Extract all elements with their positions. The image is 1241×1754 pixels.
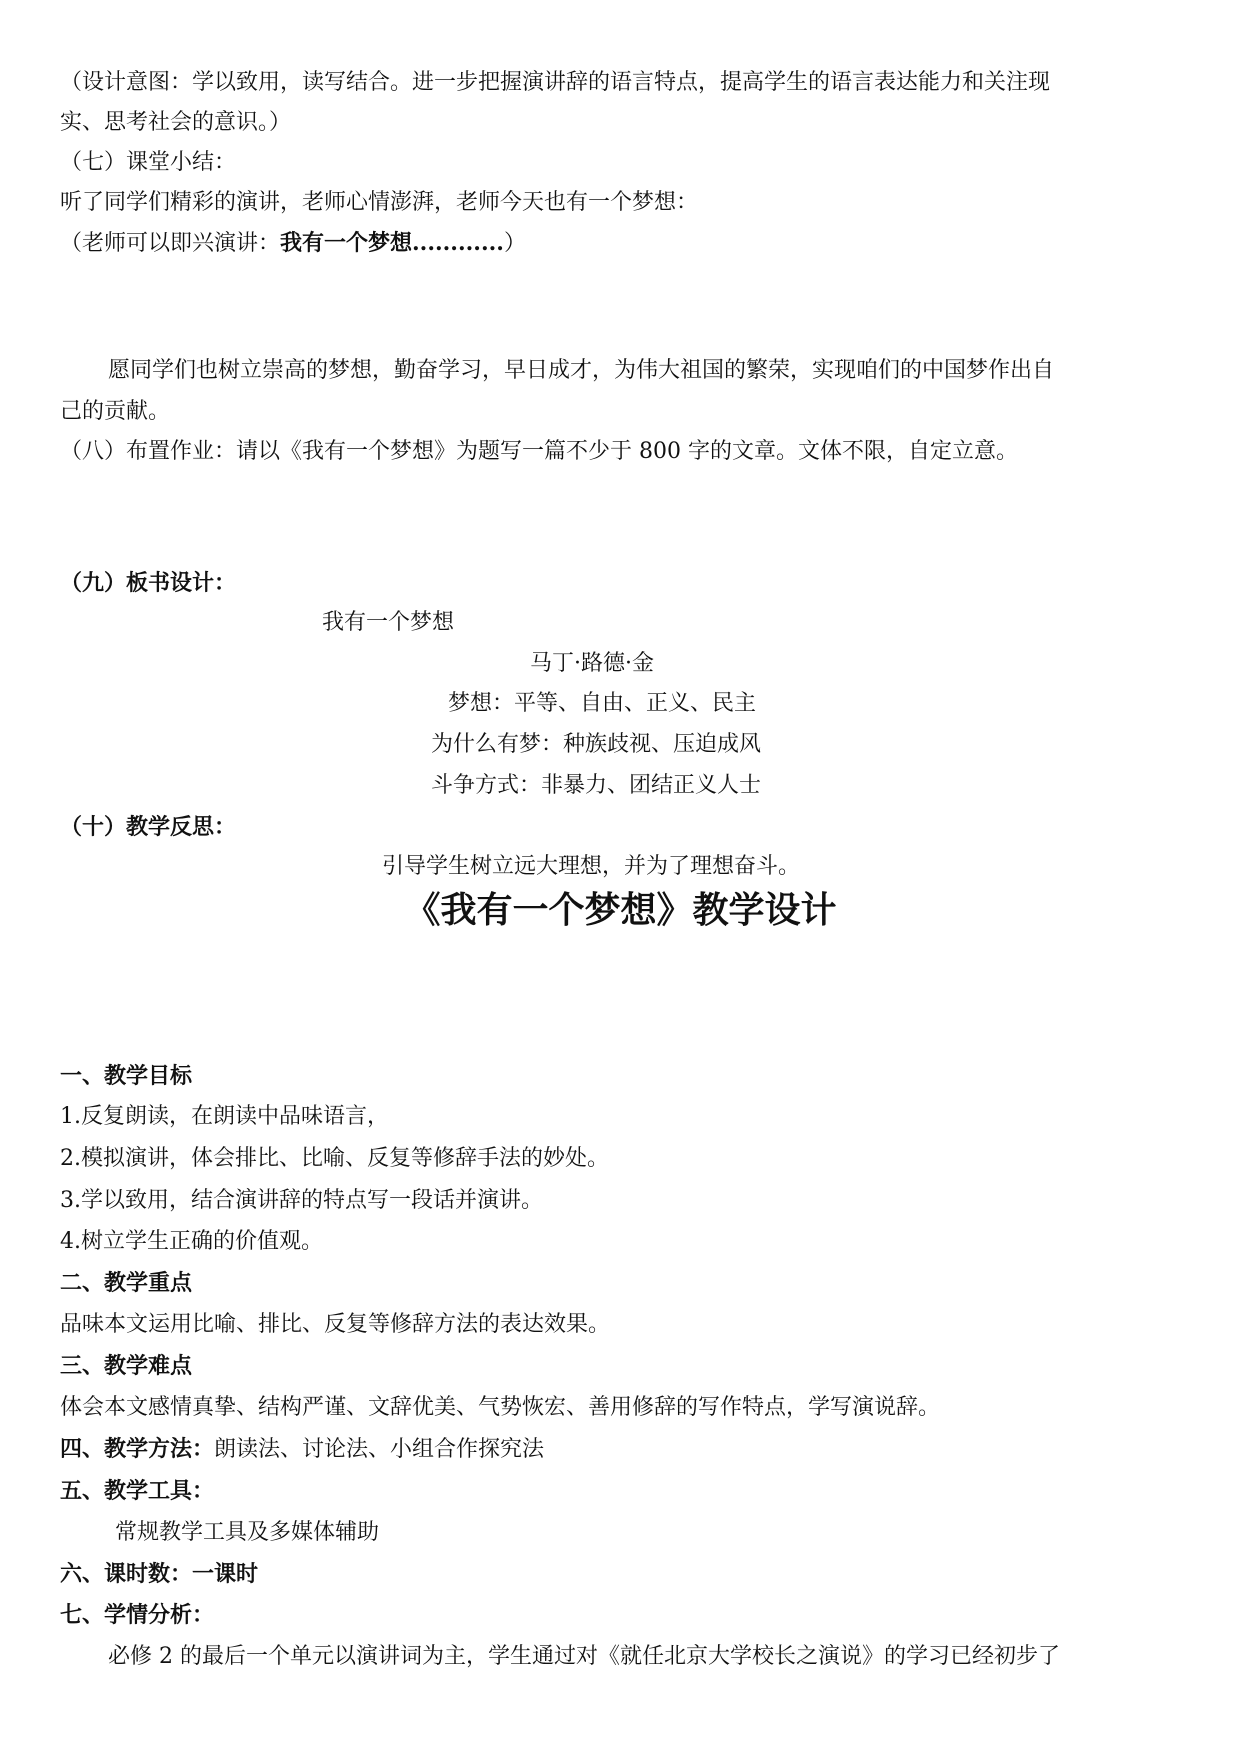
key-point-heading: 二、教学重点 [60,1270,193,1296]
design-intent-line-1: （设计意图：学以致用，读写结合。进一步把握演讲辞的语言特点，提高学生的语言表达能力和关注现 [60,70,1051,95]
board-why: 为什么有梦：种族歧视、压迫成风 [431,732,762,757]
summary-heading: （七）课堂小结： [60,150,237,175]
reflection-text: 引导学生树立远大理想，并为了理想奋斗。 [382,854,801,879]
analysis-text: 必修 2 的最后一个单元以演讲词为主，学生通过对《就任北京大学校长之演说》的学习已经初步了 [108,1644,1060,1669]
board-author: 马丁·路德·金 [530,651,654,676]
board-heading: （九）板书设计： [60,570,237,596]
board-dream: 梦想：平等、自由、正义、民主 [448,691,757,716]
tools-text: 常规教学工具及多媒体辅助 [115,1520,380,1545]
wish-line-1: 愿同学们也树立崇高的梦想，勤奋学习，早日成才，为伟大祖国的繁荣，实现咱们的中国梦作出自 [108,358,1055,383]
homework-line: （八）布置作业：请以《我有一个梦想》为题写一篇不少于 800 字的文章。文体不限，自定立意。 [60,439,1018,464]
summary-text: 听了同学们精彩的演讲，老师心情澎湃，老师今天也有一个梦想： [60,190,699,215]
method-line [60,1434,544,1465]
design-intent-line-2: 实、思考社会的意识。） [60,110,292,135]
goals-heading: 一、教学目标 [60,1063,193,1089]
board-method: 斗争方式：非暴力、团结正义人士 [431,773,762,798]
difficulty-heading: 三、教学难点 [60,1353,193,1379]
hours-line: 六、课时数：一课时 [60,1561,259,1587]
goal-item: 4.树立学生正确的价值观。 [60,1229,323,1254]
difficulty-text: 体会本文感情真挚、结构严谨、文辞优美、气势恢宏、善用修辞的写作特点，学写演说辞。 [60,1395,941,1420]
key-point-text: 品味本文运用比喻、排比、反复等修辞方法的表达效果。 [60,1312,611,1337]
board-title: 我有一个梦想 [322,610,455,635]
goal-item: 2.模拟演讲，体会排比、比喻、反复等修辞手法的妙处。 [60,1146,609,1171]
method-text: 朗读法、讨论法、小组合作探究法 [214,1437,545,1462]
speech-bold: 我有一个梦想............ [280,230,504,256]
speech-line [60,228,526,259]
goal-item: 1.反复朗读，在朗读中品味语言， [60,1104,389,1129]
analysis-heading: 七、学情分析： [60,1602,215,1628]
goal-item: 3.学以致用，结合演讲辞的特点写一段话并演讲。 [60,1188,543,1213]
speech-suffix: ） [503,231,526,256]
document-title: 《我有一个梦想》教学设计 [404,889,837,931]
speech-prefix: （老师可以即兴演讲： [60,231,281,256]
method-heading: 四、教学方法： [60,1436,215,1462]
tools-heading: 五、教学工具： [60,1478,215,1504]
wish-line-2: 己的贡献。 [60,399,171,424]
reflection-heading: （十）教学反思： [60,814,237,840]
